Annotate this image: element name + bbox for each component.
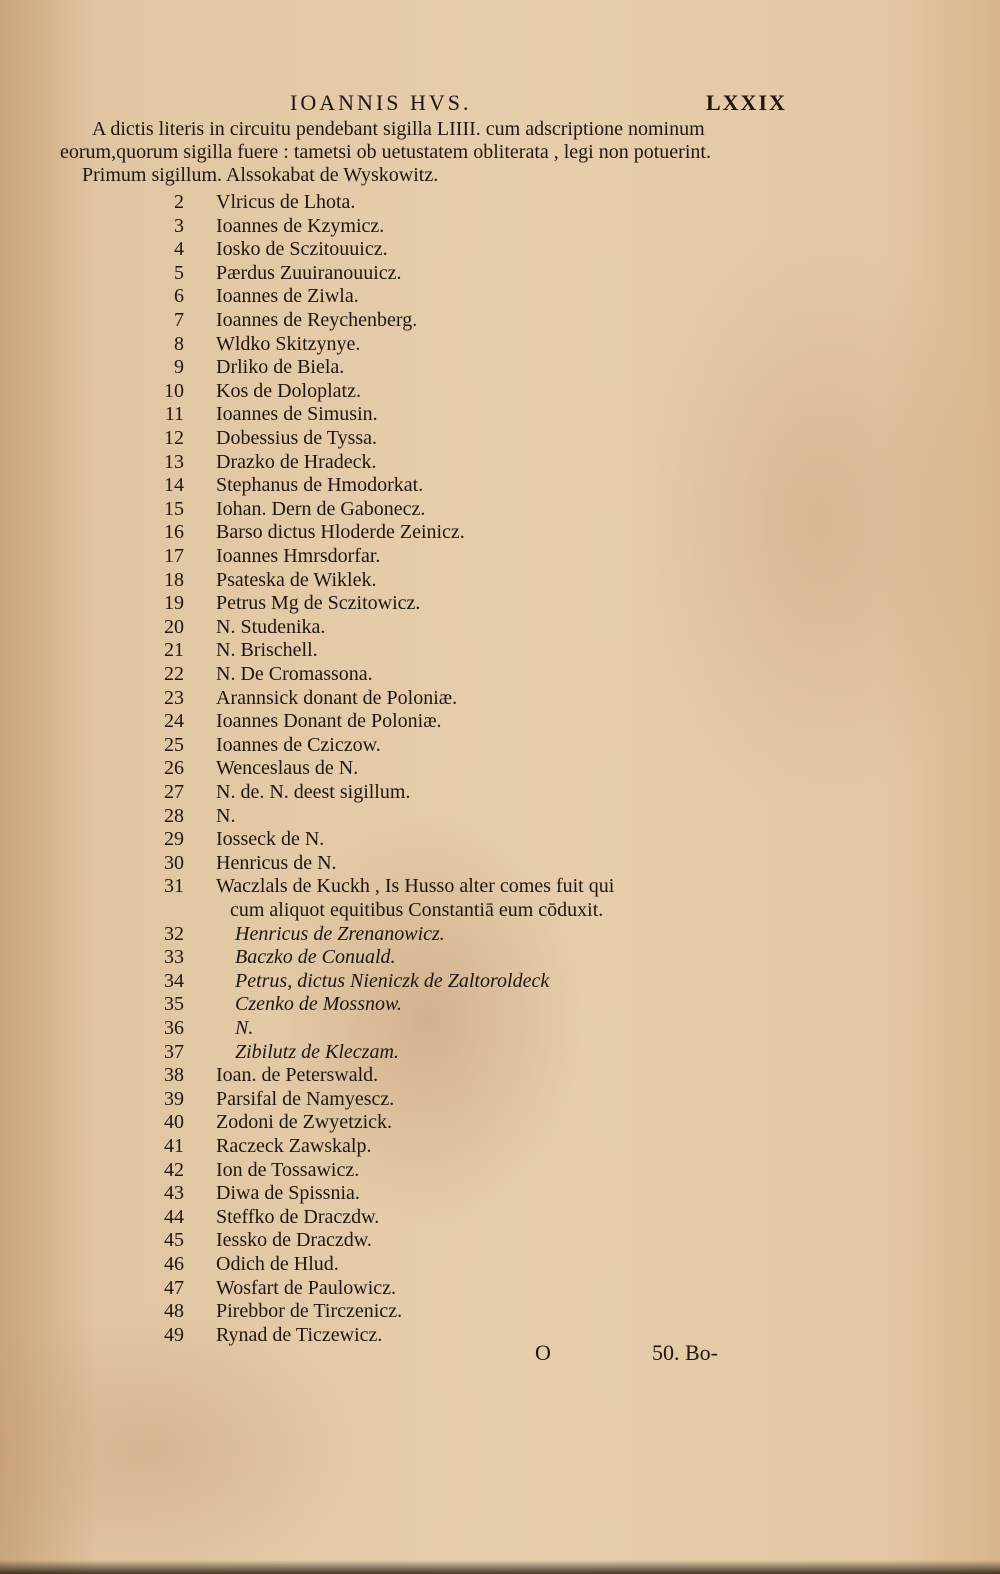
seal-name: Drliko de Biela. <box>216 356 345 379</box>
seal-number: 35 <box>164 993 184 1016</box>
seal-number: 6 <box>174 285 184 308</box>
seal-number: 11 <box>164 403 184 426</box>
seal-name: Psateska de Wiklek. <box>216 568 377 591</box>
seal-number: 38 <box>164 1064 184 1087</box>
page-footer <box>0 1340 1000 1368</box>
list-item <box>0 804 1000 828</box>
seal-number: 49 <box>164 1323 184 1346</box>
seal-name: Ioan. de Peterswald. <box>216 1064 379 1087</box>
seal-name: Diwa de Spissnia. <box>216 1182 360 1205</box>
seal-name: N. Brischell. <box>216 639 318 662</box>
seal-number: 46 <box>164 1253 184 1275</box>
seal-number: 26 <box>164 757 184 780</box>
list-item <box>0 733 1000 757</box>
seal-number: 18 <box>164 568 184 591</box>
seal-name: Ioannes Hmrsdorfar. <box>216 545 381 567</box>
seal-number: 40 <box>164 1111 184 1134</box>
list-item <box>0 922 1000 946</box>
seal-name: Ioannes de Cziczow. <box>216 733 381 756</box>
seal-number: 7 <box>174 309 184 331</box>
seal-number: 37 <box>164 1040 184 1063</box>
seal-name: Czenko de Mossnow. <box>235 993 402 1016</box>
seal-number: 16 <box>164 521 184 544</box>
list-item <box>0 402 1000 426</box>
list-item <box>0 284 1000 308</box>
intro-paragraph <box>60 118 800 187</box>
list-item <box>0 662 1000 686</box>
list-item <box>0 780 1000 804</box>
seal-name: Petrus Mg de Sczitowicz. <box>216 592 421 615</box>
list-item <box>0 1063 1000 1087</box>
list-item <box>0 686 1000 710</box>
seal-name: Vlricus de Lhota. <box>216 191 356 213</box>
seal-number: 41 <box>164 1135 184 1157</box>
list-item <box>0 1040 1000 1064</box>
list-item <box>0 992 1000 1016</box>
seal-number: 10 <box>164 379 184 402</box>
seal-number: 4 <box>174 238 184 261</box>
list-item <box>0 308 1000 332</box>
seal-number: 21 <box>164 639 184 662</box>
list-item <box>0 615 1000 639</box>
seal-name: Arannsick donant de Poloniæ. <box>216 686 458 709</box>
seal-number: 19 <box>164 592 184 615</box>
seal-number: 15 <box>164 497 184 520</box>
list-item <box>0 1158 1000 1182</box>
seal-name: N. Studenika. <box>216 615 326 638</box>
seal-number: 13 <box>164 450 184 473</box>
seal-number: 36 <box>164 1017 184 1039</box>
seal-number: 45 <box>164 1229 184 1252</box>
seal-name: N. De Cromassona. <box>216 663 373 685</box>
seal-name: Zibilutz de Kleczam. <box>235 1040 399 1063</box>
list-item <box>0 945 1000 969</box>
seal-name: Wosfart de Paulowicz. <box>216 1276 396 1299</box>
list-item <box>0 473 1000 497</box>
seal-name: Ioannes de Ziwla. <box>216 285 359 308</box>
seal-number: 3 <box>174 214 184 237</box>
seal-name: N. <box>216 804 236 827</box>
list-item <box>0 1134 1000 1158</box>
running-head: IOANNIS HVS. <box>290 90 472 115</box>
list-item <box>0 709 1000 733</box>
seal-number: 12 <box>164 427 184 449</box>
seal-name: Barso dictus Hloderde Zeinicz. <box>216 521 465 544</box>
intro-line: Primum sigillum. Alssokabat de Wyskowitz. <box>82 164 439 186</box>
seal-name: Iosko de Sczitouuicz. <box>216 238 388 261</box>
list-item <box>0 1228 1000 1252</box>
list-item <box>0 426 1000 450</box>
list-item <box>0 379 1000 403</box>
seal-number: 23 <box>164 686 184 709</box>
seal-name: N. de. N. deest sigillum. <box>216 781 411 803</box>
list-item <box>0 544 1000 568</box>
seal-name: Henricus de Zrenanowicz. <box>235 922 445 945</box>
signature-mark: O <box>535 1340 551 1365</box>
list-item <box>0 851 1000 875</box>
list-item <box>0 1299 1000 1323</box>
seal-name: Dobessius de Tyssa. <box>216 427 378 449</box>
seal-number: 32 <box>164 922 184 945</box>
seal-name: Odich de Hlud. <box>216 1253 339 1275</box>
seal-name: Ioannes Donant de Poloniæ. <box>216 710 442 733</box>
seal-number: 25 <box>164 733 184 756</box>
seal-number: 27 <box>164 781 184 803</box>
seal-name: cum aliquot equitibus Constantiā eum cōduxit. <box>230 899 604 921</box>
list-item <box>0 1016 1000 1040</box>
seal-number: 22 <box>164 663 184 685</box>
list-item <box>0 520 1000 544</box>
seal-name: Iosseck de N. <box>216 828 325 851</box>
seal-name: Ion de Tossawicz. <box>216 1158 360 1181</box>
seal-name: Raczeck Zawskalp. <box>216 1135 372 1157</box>
seal-name: Pærdus Zuuiranouuicz. <box>216 261 402 284</box>
seal-name: Petrus, dictus Nieniczk de Zaltoroldeck <box>235 969 550 992</box>
page-header <box>0 90 1000 120</box>
catchword: 50. Bo- <box>652 1340 718 1365</box>
list-item <box>0 1087 1000 1111</box>
seal-number: 17 <box>164 545 184 567</box>
list-item <box>0 1110 1000 1134</box>
list-item <box>0 898 1000 922</box>
seal-number: 44 <box>164 1205 184 1228</box>
list-item <box>0 1252 1000 1276</box>
seal-name: Steffko de Draczdw. <box>216 1205 380 1228</box>
seal-name: Henricus de N. <box>216 851 337 874</box>
seal-name: Iohan. Dern de Gabonecz. <box>216 497 426 520</box>
seal-number: 24 <box>164 710 184 733</box>
seal-number: 28 <box>164 804 184 827</box>
seal-number: 39 <box>164 1087 184 1110</box>
list-item <box>0 355 1000 379</box>
seal-name: Zodoni de Zwyetzick. <box>216 1111 393 1134</box>
seal-number: 8 <box>174 332 184 355</box>
seal-name: Ioannes de Reychenberg. <box>216 309 418 331</box>
seal-number: 31 <box>164 875 184 898</box>
seal-name: Kos de Doloplatz. <box>216 379 361 402</box>
seal-number: 9 <box>174 356 184 379</box>
seal-name: Iessko de Draczdw. <box>216 1229 372 1252</box>
seal-number: 48 <box>164 1300 184 1323</box>
list-item <box>0 638 1000 662</box>
seal-number: 14 <box>164 474 184 497</box>
list-item <box>0 1205 1000 1229</box>
seal-name: Rynad de Ticzewicz. <box>216 1323 383 1346</box>
seal-name: Pirebbor de Tirczenicz. <box>216 1300 403 1323</box>
list-item <box>0 237 1000 261</box>
seal-number: 34 <box>164 969 184 992</box>
list-item <box>0 1276 1000 1300</box>
list-item <box>0 190 1000 214</box>
seal-number: 5 <box>174 261 184 284</box>
seal-number: 42 <box>164 1158 184 1181</box>
seal-name: Baczko de Conuald. <box>235 946 396 969</box>
seal-name: Waczlals de Kuckh , Is Husso alter comes fuit qui <box>216 875 615 898</box>
seal-name: Parsifal de Namyescz. <box>216 1087 395 1110</box>
list-item <box>0 874 1000 898</box>
list-item <box>0 568 1000 592</box>
list-item <box>0 591 1000 615</box>
list-item <box>0 1181 1000 1205</box>
list-item <box>0 756 1000 780</box>
intro-line: eorum,quorum sigilla fuere : tametsi ob uetustatem obliterata , legi non potuerint. <box>60 141 711 163</box>
page-edge-shadow <box>0 1560 1000 1574</box>
seal-name: Drazko de Hradeck. <box>216 450 377 473</box>
seal-name: Ioannes de Simusin. <box>216 403 378 426</box>
seal-number: 30 <box>164 851 184 874</box>
list-item <box>0 214 1000 238</box>
folio-number: LXXIX <box>706 90 787 115</box>
seal-name: Stephanus de Hmodorkat. <box>216 474 424 497</box>
seal-name: Ioannes de Kzymicz. <box>216 214 385 237</box>
seal-number: 20 <box>164 615 184 638</box>
list-item <box>0 827 1000 851</box>
seal-name: Wldko Skitzynye. <box>216 332 361 355</box>
seal-number: 33 <box>164 946 184 969</box>
list-item <box>0 450 1000 474</box>
seal-number: 43 <box>164 1182 184 1205</box>
list-item <box>0 261 1000 285</box>
seal-number: 2 <box>174 191 184 213</box>
seal-name: N. <box>235 1017 254 1039</box>
seal-number: 47 <box>164 1276 184 1299</box>
intro-line: A dictis literis in circuitu pendebant sigilla LIIII. cum adscriptione nominum <box>92 118 705 140</box>
list-item <box>0 332 1000 356</box>
list-item <box>0 497 1000 521</box>
seal-number: 29 <box>164 828 184 851</box>
list-item <box>0 969 1000 993</box>
seal-name: Wenceslaus de N. <box>216 757 359 780</box>
